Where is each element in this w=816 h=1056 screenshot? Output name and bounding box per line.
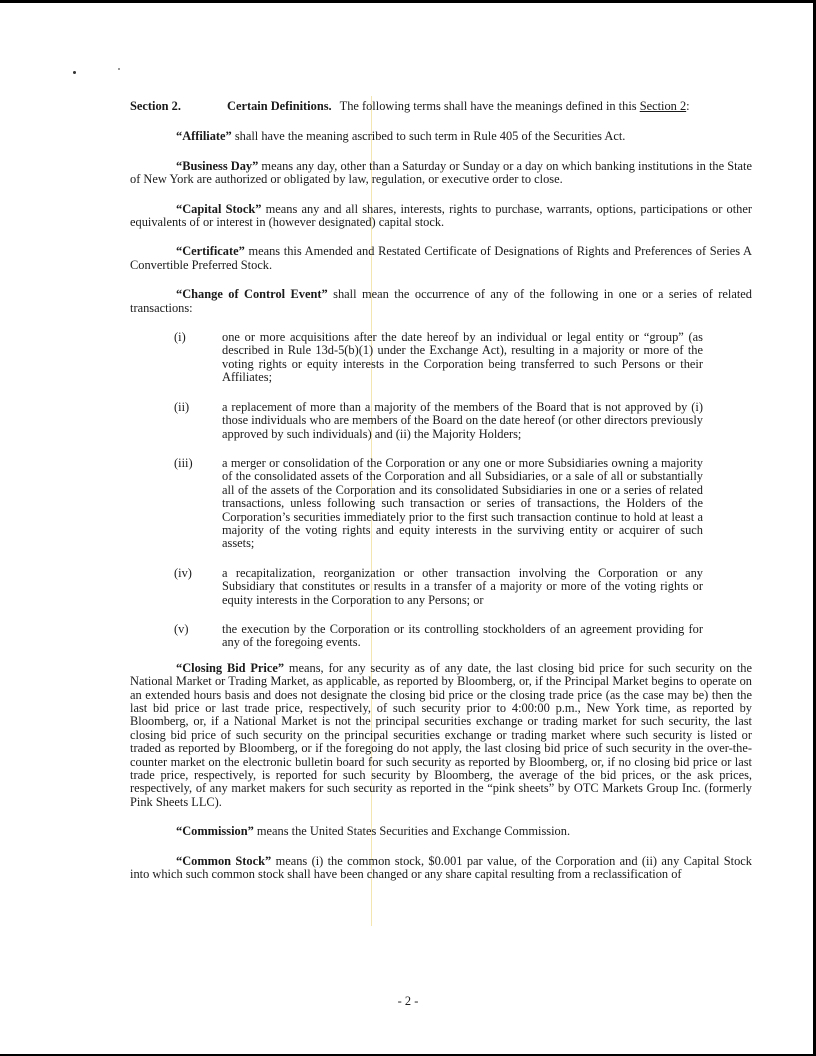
item-number: (v)	[174, 621, 189, 636]
defined-term: “Commission”	[176, 824, 254, 839]
defined-term: “Closing Bid Price”	[176, 660, 285, 675]
definition-common-stock	[130, 855, 752, 882]
item-text: one or more acquisitions after the date hereof by an individual or legal entity or “group” (as described in Rule 13d-5(b)(1) under the Exchange Act), resulting in a majority or more of the voting rights or equity interests in the Corporation being transferred to such Persons or their Affiliates;	[222, 330, 703, 385]
scan-speck	[118, 68, 120, 70]
defined-term: “Affiliate”	[176, 129, 232, 144]
scan-speck	[73, 71, 76, 74]
definition-affiliate	[130, 130, 752, 143]
definition-certificate	[130, 245, 752, 272]
list-item	[174, 457, 703, 551]
item-text: the execution by the Corporation or its controlling stockholders of an agreement providing for any of the foregoing events.	[222, 621, 703, 650]
list-item	[174, 331, 703, 385]
defined-term: “Change of Control Event”	[176, 287, 328, 302]
scan-border-top	[0, 0, 816, 3]
section-intro: The following terms shall have the meanings defined in this Section 2:	[339, 99, 690, 113]
list-item	[174, 401, 703, 441]
definition-text: shall have the meaning ascribed to such term in Rule 405 of the Securities Act.	[231, 129, 626, 144]
definition-text: shall mean the occurrence of any of the following in one or a series of related transactions:	[130, 287, 752, 315]
item-number: (ii)	[174, 399, 190, 414]
section-reference: Section 2	[639, 99, 687, 113]
change-of-control-list	[174, 331, 703, 650]
list-item	[174, 623, 703, 650]
definition-text: means the United States Securities and Exchange Commission.	[253, 824, 571, 839]
definition-closing-bid-price	[130, 662, 752, 809]
item-number: (iv)	[174, 565, 192, 580]
section-heading	[130, 100, 752, 113]
definition-commission	[130, 825, 752, 838]
item-text: a recapitalization, reorganization or other transaction involving the Corporation or any Subsidiary that constitutes or results in a transfer of a majority or more of the voting rights or equity interests in the Corporation to any Persons; or	[222, 565, 703, 607]
definition-capital-stock	[130, 203, 752, 230]
defined-term: “Common Stock”	[176, 853, 272, 868]
item-text: a replacement of more than a majority of the members of the Board that is not approved by (i) those individuals who are members of the Board on the date hereof (or other directors previously approved by such individuals) and (ii) the Majority Holders;	[222, 399, 703, 441]
definition-text: means (i) the common stock, $0.001 par value, of the Corporation and (ii) any Capital Stock into which such common stock shall have been changed or any share capital resulting from a reclassification of	[130, 853, 752, 882]
item-number: (iii)	[174, 455, 193, 470]
definition-text: means, for any security as of any date, the last closing bid price for such security on the National Market or Trading Market, as applicable, as reported by Bloomberg, or, if the Principal Market begins to operate on an extended hours basis and does not designate the closing bid price or the closing trade price (as the case may be) then the last bid price or last trade price, respectively, of such security prior to 4:00:00 p.m., New York time, as reported by Bloomberg, or, if a National Market is not the principal securities exchange or trading market for such security, the last closing bid price of such security on the principal securities exchange or trading market where such security is listed or traded as reported by Bloomberg, or if the foregoing do not apply, the last closing bid price of such security in the over-the-counter market on the electronic bulletin board for such security as reported by Bloomberg, or, if no closing bid price or last trade price, respectively, is reported for such security by Bloomberg, the average of the bid prices, or the ask prices, respectively, of any market makers for such security as reported in the “pink sheets” by OTC Markets Group Inc. (formerly Pink Sheets LLC).	[130, 660, 752, 809]
defined-term: “Business Day”	[176, 158, 259, 173]
list-item	[174, 567, 703, 607]
definition-text: means any and all shares, interests, rights to purchase, warrants, options, participations or other equivalents of or interest in (however designated) capital stock.	[130, 201, 752, 230]
definition-text: means any day, other than a Saturday or Sunday or a day on which banking institutions in the State of New York are authorized or obligated by law, regulation, or executive order to close.	[130, 158, 752, 187]
definition-change-of-control	[130, 288, 752, 315]
section-number: Section 2.	[130, 99, 181, 113]
item-text: a merger or consolidation of the Corporation or any one or more Subsidiaries owning a majority of the consolidated assets of the Corporation and all Subsidiaries, or a sale of all or substantially all of the assets of the Corporation and its consolidated Subsidiaries in one or a series of related transactions, unless following such transaction or series of transactions, the Holders of the Corporation’s securities immediately prior to the first such transaction continue to hold at least a majority of the voting rights and equity interests in the surviving entity or acquirer of such assets;	[222, 455, 703, 551]
definition-text: means this Amended and Restated Certificate of Designations of Rights and Preferences of Series A Convertible Preferred Stock.	[130, 244, 752, 272]
page-number: - 2 -	[397, 994, 419, 1008]
item-number: (i)	[174, 330, 186, 345]
section-title: Certain Definitions.	[227, 99, 332, 113]
document-body	[130, 100, 752, 897]
defined-term: “Certificate”	[176, 244, 245, 259]
definition-business-day	[130, 160, 752, 187]
defined-term: “Capital Stock”	[176, 201, 262, 216]
